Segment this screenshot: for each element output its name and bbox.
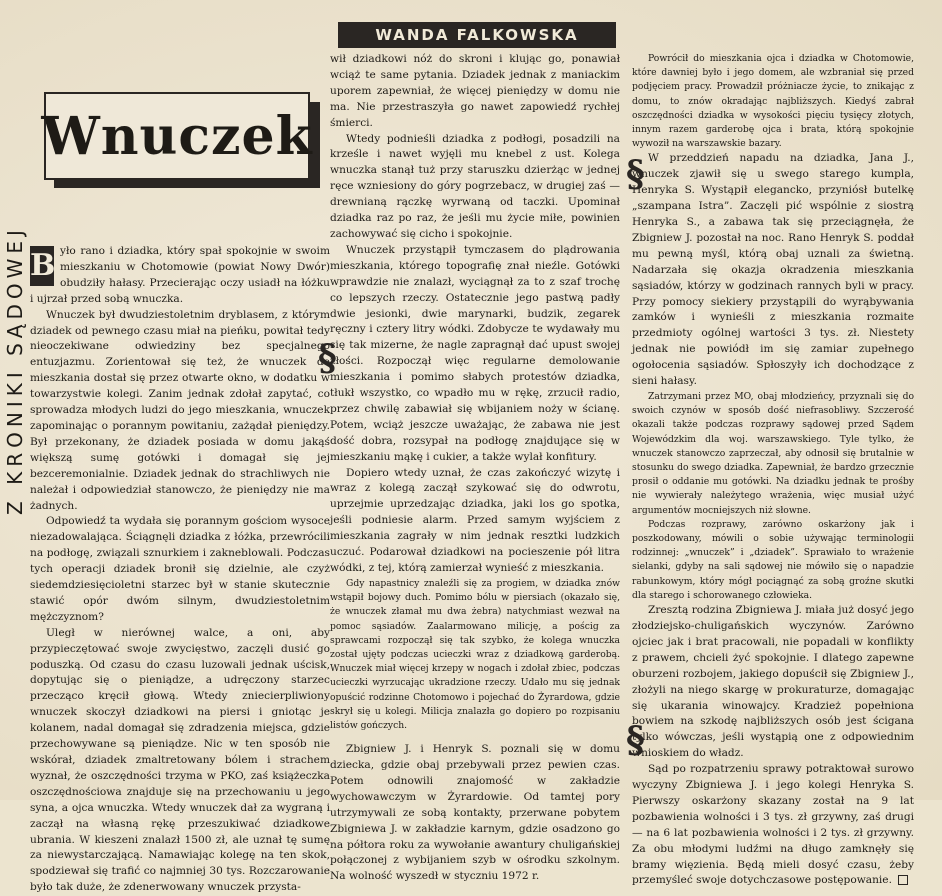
article-column-2 [330, 52, 620, 883]
section-sign-icon: § [626, 153, 645, 195]
paragraph [632, 762, 914, 889]
paragraph-text: yło rano i dziadka, który spał spokojnie w swoim mieszkaniu w Chotomowie (powiat Nowy Dwór) obudziły hałasy. Przecierając oczy usiadł na łóżku i ujrzał przed sobą wnuczka. [30, 245, 330, 305]
paragraph-small: Gdy napastnicy znaleźli się za progiem, w dziadka znów wstąpił bojowy duch. Pomimo bólu w piersiach (okazało się, że wnuczek złamał mu dwa żebra) natychmiast wezwał na pomoc sąsiadów. Zaalarmowano milicję, a pościg za sprawcami rozpoczął się tak szybko, że kolega wnuczka został ujęty podczas ucieczki wraz z dziadkową garderobą. Wnuczek miał więcej krzepy w nogach i zdołał zbiec, podczas ucieczki wyrzucając ukradzione rzeczy. Udało mu się jednak opuścić rodzinne Chotomowo i pojechać do Żyrardowa, gdzie skrył się u kolegi. Milicja znalazła go dopiero po rozpisaniu listów gończych. [330, 577, 620, 731]
paragraph: Wtedy podnieśli dziadka z podłogi, posadzili na krześle i nawet wyjęli mu knebel z ust. Kolega wnuczka stanął tuż przy staruszku dzierżąc w jednej ręce wzniesiony do góry pogrzebacz, w drugiej zaś — drewnianą rączkę wyrwaną od taczki. Upominał dziadka raz po raz, że jeśli mu życie miłe, powinien zachowywać się cicho i spokojnie. [330, 132, 620, 240]
section-sign-icon: § [318, 337, 337, 379]
headline-title: Wnuczek [41, 105, 313, 167]
paragraph [30, 244, 330, 308]
spacer [330, 733, 620, 742]
paragraph: wił dziadkowi nóż do skroni i klując go, ponawiał wciąż te same pytania. Dziadek jednak z maniackim uporem zapewniał, że więcej pieniędzy w domu nie ma. Nie przestraszyła go nawet zapowiedź rychłej śmierci. [330, 53, 620, 129]
paragraph-small: Powrócił do mieszkania ojca i dziadka w Chotomowie, które dawniej było i jego domem, ale wzbraniał się przed podjęciem pracy. Prowadził próżniacze życie, to znikając z domu, to znów okradając najbliższych. Kiedyś zabrał oszczędności dziadka w wysokości pięciu tysięcy złotych, innym razem garderobę ojca i brata, którą spokojnie wywoził na warszawskie bazary. [632, 53, 914, 150]
section-label-text: Z KRONIKI SĄDOWEJ [3, 225, 27, 515]
paragraph: Wnuczek przystąpił tymczasem do plądrowania mieszkania, którego topografię znał nieźle. Gotówki wprawdzie nie znalazł, wyciągnął za to z szaf trochę co lepszych rzeczy. Ostatecznie jego pastwą padły dwie jesionki, dwie marynarki, budzik, zegarek ręczny i cztery litry wódki. Zdobycze te wydawały mu się tak mizerne, że nagle zapragnął dać upust swojej złości. Rozpoczął więc regularne demolowanie mieszkania i pomimo słabych protestów dziadka, tłukł wszystko, co wpadło mu w rękę, zrzucił radio, przez chwilę zabawiał się wbijaniem noży w ścianę. Potem, wciąż jeszcze uważając, że zabawa nie jest dość dobra, rozsypał na podłogę znajdujące się w mieszkaniu mąkę i cukier, a także wylał konfitury. [330, 243, 620, 463]
paragraph: Dopiero wtedy uznał, że czas zakończyć wizytę i wraz z kolegą zaczął szykować się do odwrotu, uprzejmie uprzedzając dziadka, jaki los go spotka, jeśli podniesie alarm. Przed samym wyjściem z mieszkania zagrały w nim jednak resztki ludzkich uczuć. Podarował dziadkowi na pocieszenie pół litra wódki, z tej, którą zamierzał wynieść z mieszkania. [330, 466, 620, 574]
paragraph-small: Zatrzymani przez MO, obaj młodzieńcy, przyznali się do swoich czynów w sposób dość niefrasobliwy. Szczerość okazali także podczas rozprawy sądowej przed Sądem Wojewódzkim dla woj. warszawskiego. Tyle tylko, że wnuczek stanowczo zaprzeczał, aby odnosił się brutalnie w stosunku do swego dziadka. Zapewniał, że bardzo grzecznie prosił o oddanie mu gotówki. Na dziadku jednak te prośby nie wywierały należytego wrażenia, więc musiał użyć argumentów mocniejszych niż słowne. [632, 391, 914, 516]
paragraph: Odpowiedź ta wydała się porannym gościom wysoce niezadowalająca. Ściągnęli dziadka z łóżka, przewrócili na podłogę, związali sznurkiem i zakneblowali. Podczas tych operacji dziadek bronił się dzielnie, ale czyż siedemdziesięcioletni starzec był w stanie skutecznie stawić opór dwóm silnym, dwudziestoletnim mężczyznom? [30, 515, 330, 623]
section-label [2, 150, 28, 590]
headline-box [41, 92, 314, 180]
paragraph: W przeddzień napadu na dziadka, Jana J., wnuczek zjawił się u swego starego kumpla, Henryka S. Wystąpił elegancko, przyniósł butelkę „szampana Istra”. Zaczęli pić wspólnie z siostrą Henryka S., a zabawa tak się przeciągnęła, że Zbigniew J. pozostał na noc. Rano Henryk S. poddał mu pewną myśl, którą obaj uznali za świetną. Nadarzała się okazja okradzenia mieszkania sąsiadów, którzy w godzinach rannych byli w pracy. Przy pomocy siekiery przystąpili do wyrąbywania zamków i wynieśli z mieszkania rozmaite przedmioty ogólnej wartości 3 tys. zł. Niestety jednak nie powiódł im się zamiar zupełnego ogołocenia sąsiadów. Spłoszyły ich dochodzące z sieni hałasy. [632, 152, 914, 388]
author-byline: WANDA FALKOWSKA [338, 22, 616, 48]
article-column-3 [632, 52, 914, 887]
drop-cap: B [30, 246, 54, 286]
paragraph: Wnuczek był dwudziestoletnim dryblasem, z którym dziadek od pewnego czasu miał na pieńku, powitał tedy nieoczekiwane odwiedziny bez specjalnego entuzjazmu. Zorientował się też, że wnuczek do mieszkania dostał się przez otwarte okno, w dodatku w towarzystwie kolegi. Zanim jednak zdołał zapytać, co sprowadza młodych ludzi do jego mieszkania, wnuczek zapominając o porannym powitaniu, zażądał pieniędzy. Był przekonany, że dziadek posiada w domu jakąś większą sumę gotówki i domagał się jej bezceremonialnie. Dziadek jednak do strachliwych nie należał i odpowiedział stanowczo, że pieniędzy nie ma żadnych. [30, 308, 330, 512]
paragraph-text: Sąd po rozpatrzeniu sprawy potraktował surowo wyczyny Zbigniewa J. i jego kolegi Henryka S. Pierwszy oskarżony skazany został na 9 lat pozbawienia wolności i 3 tys. zł grzywny, zaś drugi — na 6 lat pozbawienia wolności i 2 tys. zł grzywny. Za obu młodymi ludźmi na długo zamknęły się bramy więzienia. Będą mieli dosyć czasu, żeby przemyśleć swoje dotychczasowe postępowanie. [632, 763, 914, 887]
end-of-article-icon [898, 875, 908, 885]
headline-frame [41, 92, 313, 180]
section-sign-icon: § [626, 719, 645, 761]
paragraph: Uległ w nierównej walce, a oni, aby przypieczętować swoje zwycięstwo, zaczęli dusić go poduszką. Od czasu do czasu luzowali jednak uścisk, dopytując się o pieniądze, a udręczony starzec przecząco kręcił głową. Wtedy zniecierpliwiony wnuczek skoczył dziadkowi na piersi i gniotąc je kolanem, nadal domagał się zdradzenia miejsca, gdzie przechowywane są pieniądze. Nic w ten sposób nie wskórał, dziadek zmaltretowany bólem i strachem wyznał, że oszczędności trzyma w PKO, zaś książeczka oszczędnościowa znajduje się na przechowaniu u jego syna, a ojca wnuczka. Wtedy wnuczek dał za wygraną i zaczął na własną rękę przeszukiwać dziadkowe ubrania. W kieszeni znalazł 1500 zł, ale uznał tę sumę za niewystarczającą. Namawiając kolegę na ten skok, spodziewał się trafić co najmniej 30 tys. Rozczarowanie było tak duże, że zdenerwowany wnuczek przysta- [30, 626, 330, 894]
paragraph: Zresztą rodzina Zbigniewa J. miała już dosyć jego złodziejsko-chuligańskich wyczynów. Zarówno ojciec jak i brat pracowali, nie popadali w konflikty z prawem, chcieli żyć spokojnie. I dlatego zapewne oburzeni rozbojem, jakiego dopuścił się Zbigniew J., złożyli na niego skargę w prokuraturze, domagając się ukarania winowajcy. Kradzież popełniona bowiem na szkodę najbliższych osób jest ścigana tylko wówczas, jeśli wystąpią one z odpowiednim wnioskiem do władz. [632, 604, 914, 760]
paragraph: Zbigniew J. i Henryk S. poznali się w domu dziecka, gdzie obaj przebywali przez pewien czas. Potem odnowili znajomość w zakładzie wychowawczym w Żyrardowie. Od tamtej pory utrzymywali ze sobą kontakty, przerwane pobytem Zbigniewa J. w zakładzie karnym, gdzie osadzono go na półtora roku za wywołanie awantury chuligańskiej połączonej z wybijaniem szyb w ośrodku szkolnym. Na wolność wyszedł w styczniu 1972 r. [330, 743, 620, 883]
article-column-1 [30, 244, 330, 894]
paragraph-small: Podczas rozprawy, zarówno oskarżony jak i poszkodowany, mówili o sobie używając terminologii rodzinnej: „wnuczek” i „dziadek”. Sprawiało to wrażenie sielanki, gdyby na sali sądowej nie mówiło się o napadzie rabunkowym, który mógł pociągnąć za sobą groźne skutki dla starego i schorowanego człowieka. [632, 518, 914, 601]
